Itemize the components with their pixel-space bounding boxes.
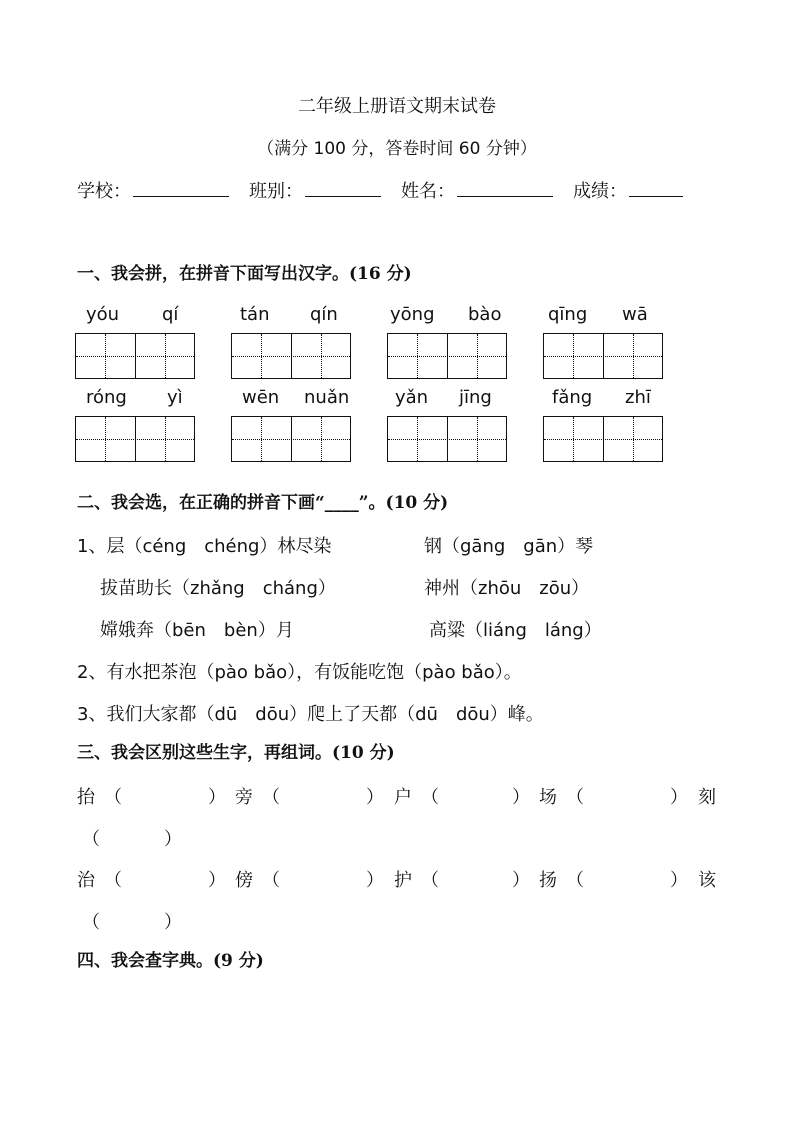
word-char: 旁	[235, 787, 253, 808]
bracket-close: ）	[164, 912, 182, 933]
choice-line-3b: 高粱（liáng láng）	[429, 620, 602, 641]
word-char: 傍	[235, 870, 253, 891]
name-blank[interactable]	[457, 180, 553, 197]
choice-line-1b: 钢（gāng gān）琴	[424, 536, 594, 557]
tianzi-grid[interactable]	[75, 416, 195, 462]
bracket-open: （	[104, 870, 122, 891]
bracket-close: ）	[670, 787, 688, 808]
pinyin-label: bào	[468, 304, 502, 325]
bracket-close: ）	[512, 870, 530, 891]
section3-heading: 三、我会区别这些生字，再组词。(10 分)	[77, 743, 395, 763]
bracket-open: （	[82, 912, 100, 933]
bracket-close: ）	[366, 870, 384, 891]
bracket-open: （	[566, 870, 584, 891]
name-label: 姓名：	[401, 181, 455, 202]
bracket-open: （	[566, 787, 584, 808]
page-title: 二年级上册语文期末试卷	[298, 96, 496, 117]
bracket-close: ）	[512, 787, 530, 808]
pinyin-label: yóu	[86, 304, 120, 325]
score-label: 成绩：	[573, 181, 627, 202]
bracket-close: ）	[366, 787, 384, 808]
choice-line-4: 2、有水把茶泡（pào bǎo），有饭能吃饱（pào bǎo）。	[77, 662, 522, 683]
bracket-open: （	[82, 829, 100, 850]
word-char: 场	[539, 787, 557, 808]
pinyin-label: fǎng	[552, 387, 593, 408]
bracket-open: （	[421, 787, 439, 808]
section2-heading: 二、我会选，在正确的拼音下画“____”。(10 分)	[77, 493, 449, 513]
school-blank[interactable]	[133, 180, 229, 197]
section4-heading: 四、我会查字典。(9 分)	[77, 951, 264, 971]
bracket-open: （	[262, 787, 280, 808]
bracket-close: ）	[208, 870, 226, 891]
section1-heading: 一、我会拼，在拼音下面写出汉字。(16 分)	[77, 264, 412, 284]
class-blank[interactable]	[305, 180, 381, 197]
choice-line-1a: 1、层（céng chéng）林尽染	[77, 536, 332, 557]
tianzi-grid[interactable]	[231, 333, 351, 379]
student-info-row	[77, 177, 703, 203]
pinyin-label: yōng	[390, 304, 435, 325]
pinyin-label: wēn	[242, 387, 280, 408]
tianzi-grid[interactable]	[543, 416, 663, 462]
pinyin-label: yì	[167, 387, 183, 408]
pinyin-label: qí	[162, 304, 179, 325]
bracket-open: （	[104, 787, 122, 808]
pinyin-label: qīng	[548, 304, 588, 325]
page-subtitle: （满分 100 分，答卷时间 60 分钟）	[257, 139, 537, 159]
pinyin-label: róng	[86, 387, 127, 408]
choice-line-5: 3、我们大家都（dū dōu）爬上了天都（dū dōu）峰。	[77, 704, 544, 725]
tianzi-grid[interactable]	[75, 333, 195, 379]
word-char: 户	[394, 787, 412, 808]
pinyin-label: tán	[240, 304, 270, 325]
word-char: 抬	[77, 787, 95, 808]
word-char: 刻	[698, 787, 716, 808]
bracket-close: ）	[208, 787, 226, 808]
choice-line-2b: 神州（zhōu zōu）	[424, 578, 590, 599]
word-char: 该	[698, 870, 716, 891]
word-char: 治	[77, 870, 95, 891]
bracket-close: ）	[164, 829, 182, 850]
pinyin-label: nuǎn	[304, 387, 350, 408]
pinyin-label: zhī	[625, 387, 651, 408]
pinyin-label: jīng	[459, 387, 492, 408]
bracket-close: ）	[670, 870, 688, 891]
choice-line-2a: 拔苗助长（zhǎng cháng）	[100, 578, 336, 599]
tianzi-grid[interactable]	[543, 333, 663, 379]
choice-line-3a: 嫦娥奔（bēn bèn）月	[100, 620, 294, 641]
pinyin-label: wā	[622, 304, 648, 325]
pinyin-label: yǎn	[395, 387, 429, 408]
tianzi-grid[interactable]	[387, 416, 507, 462]
word-char: 扬	[539, 870, 557, 891]
school-label: 学校：	[77, 181, 131, 202]
score-blank[interactable]	[629, 180, 683, 197]
pinyin-label: qín	[310, 304, 338, 325]
bracket-open: （	[262, 870, 280, 891]
tianzi-grid[interactable]	[231, 416, 351, 462]
word-char: 护	[394, 870, 412, 891]
bracket-open: （	[421, 870, 439, 891]
class-label: 班别：	[249, 181, 303, 202]
tianzi-grid[interactable]	[387, 333, 507, 379]
